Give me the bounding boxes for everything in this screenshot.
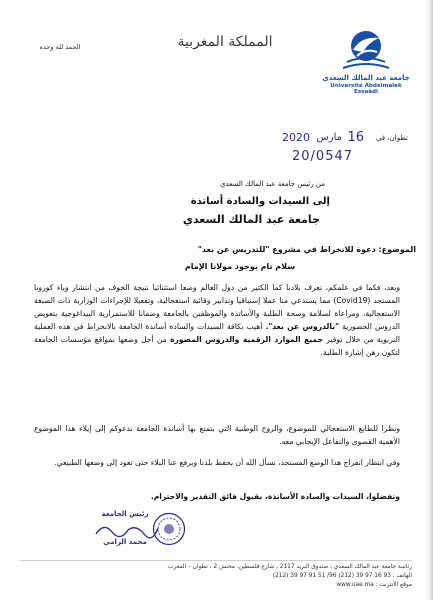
p1-bold2: جميع الموارد الرقمية والدروس المصورة	[170, 335, 323, 344]
university-logo	[333, 28, 399, 72]
date-month: مارس	[316, 132, 342, 143]
university-name-fr: Université Abdelmalek Essaâdi	[330, 83, 402, 95]
footer-phone: الهاتف : 93 16 97 39 (212) 96/ 51 91 97 39 (212)	[272, 573, 412, 579]
footer-divider	[20, 560, 412, 561]
university-name-ar: جامعة عبد المالك السعدي	[322, 74, 410, 82]
date-line	[250, 130, 408, 147]
p1-end: من أجل وضعها بمواقع مؤسسات الجامعة لتكون رهن إشارة الطلبة.	[34, 335, 400, 357]
date-day: 16	[347, 130, 364, 145]
closing-line: وتفضلوا، السيدات والسادة الأساتذة، بقبول فائق التقدير والاحترام.	[150, 492, 400, 501]
footer-address: رئاسة جامعة عبد المالك السعدي ، صندوق البريد 2117 ، شارع فلسطين، محنش 2 ، تطوان – المغرب	[167, 564, 412, 570]
signature-title: رئيس الجامعة	[101, 510, 149, 518]
footer-web: موقع الأنترنت : www.uae.ma	[336, 582, 412, 588]
university-logo-icon	[333, 28, 399, 72]
greeting-line: سلام تام بوجود مولانا الإمام	[184, 262, 296, 271]
p1-text: وبعد، فكما في علمكم، تعرف بلادنا كما الكثير من دول العالم وضعا استثنائيا نتيجة الخوف من انتشار وباء كورونا المستجد (Covid19) مما يستدعي منا عملا إستباقيا وتدابير وقائية استعجالية، وتفعيلا للإجراءات الوزارية ذات الصبغة الاستعجالية، ومراعاة لسلامة وصحة الطلبة والأساتذة والموظفين بالجامعة وضمانا للاستمرارية البيداغوجية بتعويض الدروس الحضورية	[34, 283, 400, 331]
kingdom-title: المملكة المغربية	[177, 34, 273, 50]
recipient-line-1: إلى السيدات والسادة أساتذة	[190, 196, 330, 207]
sender-line: من رئيس جامعة عبد المالك السعدي	[219, 180, 325, 188]
subject-line: الموضوع: دعوة للانخراط في مشروع "للتدريس عن بعد"	[197, 245, 416, 254]
date-year: 2020	[282, 131, 310, 144]
body-paragraph-2: ونظرا للطابع الاستعجالي للموضوع، والروح الوطنية التي يتمتع بها أساتذة الجامعة ندعوكم إلى إيلاء هذا الموضوع الأهمية القصوى والتفاعل الإيجابي معه.	[34, 424, 400, 446]
signature-name: محمد الرامي	[103, 538, 147, 546]
recipient-line-2: جامعة عبد المالك السعدي	[182, 213, 320, 226]
p1-bold: "بالدروس عن بعد".	[265, 322, 340, 331]
reference-number: 20/0547	[292, 149, 354, 164]
stamp-seal-icon	[152, 512, 186, 546]
date-city: تطوان، في	[375, 134, 408, 142]
p1-rest: أهيب بكافة السيدات والسادة أساتذة الجامعة بالانخراط في هذه العملية التربوية من خلال توفير	[34, 322, 401, 344]
university-stamp	[152, 512, 186, 546]
body-paragraph-1	[34, 281, 400, 359]
praise-text: الحمد لله وحده	[39, 43, 81, 51]
page-edge-shadow	[423, 0, 433, 600]
body-paragraph-3: وفي انتظار انفراج هذا الوضع المستجد، نسأل الله أن يحفظ بلدنا ويرفع عنا البلاء حتى تعود إلى وضعها الطبيعي.	[54, 458, 400, 467]
